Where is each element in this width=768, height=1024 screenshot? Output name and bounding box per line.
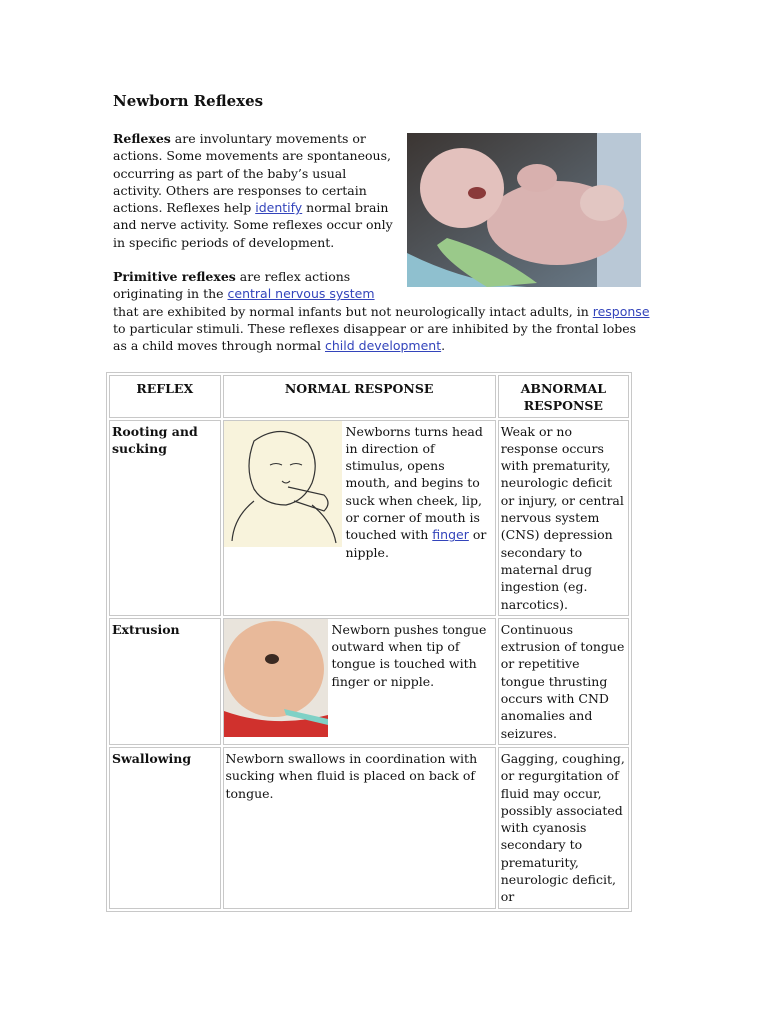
primitive-text-2: that are exhibited by normal infants but not neurologically intact adults, in bbox=[113, 303, 593, 319]
central-nervous-system-link[interactable]: central nervous system bbox=[227, 286, 375, 302]
header-reflex: REFLEX bbox=[109, 375, 221, 418]
reflex-table bbox=[106, 372, 632, 912]
primitive-text-3: to particular stimuli. These reflexes disappear or are inhibited by the frontal lobes as a child moves through normal bbox=[113, 320, 637, 354]
table-row bbox=[109, 747, 629, 909]
primitive-text-4: . bbox=[441, 338, 446, 354]
normal-response-cell bbox=[223, 618, 496, 745]
primitive-text-1: are reflex actions originating in the bbox=[113, 269, 351, 302]
page-title: Newborn Reflexes bbox=[113, 92, 264, 110]
intro-bold-term: Reflexes bbox=[113, 131, 171, 146]
intro-text-1: are involuntary movements or actions. Some movements are spontaneous, occurring as part of the baby’s usual activity. Others are responses to certain actions. Reflexes help bbox=[113, 131, 391, 216]
reflex-name: Extrusion bbox=[109, 618, 221, 745]
primitive-reflexes-paragraph bbox=[113, 268, 653, 354]
intro-text-2: normal brain and nerve activity. Some reflexes occur only in specific periods of development. bbox=[113, 200, 393, 250]
normal-response-cell bbox=[223, 420, 496, 616]
table-header-row bbox=[109, 375, 629, 418]
table-row bbox=[109, 420, 629, 616]
rooting-illustration bbox=[224, 421, 342, 551]
extrusion-photo bbox=[224, 619, 328, 741]
response-link[interactable]: response bbox=[592, 303, 650, 319]
reflex-name: Swallowing bbox=[109, 747, 221, 909]
normal-response-text: Newborn pushes tongue outward when tip of tongue is touched with finger or nipple. bbox=[331, 621, 487, 689]
header-normal-response: NORMAL RESPONSE bbox=[223, 375, 496, 418]
reflex-name: Rooting and sucking bbox=[109, 420, 221, 616]
identify-link[interactable]: identify bbox=[255, 200, 303, 216]
finger-link[interactable]: finger bbox=[432, 527, 469, 543]
child-development-link[interactable]: child development bbox=[325, 338, 442, 354]
newborn-photo bbox=[407, 133, 641, 287]
abnormal-response-cell: Continuous extrusion of tongue or repetitive tongue thrusting occurs with CND anomalies and seizures. bbox=[498, 618, 629, 745]
table-row bbox=[109, 618, 629, 745]
abnormal-response-cell: Gagging, coughing, or regurgitation of fluid may occur, possibly associated with cyanosis secondary to prematurity, neurologic deficit, or bbox=[498, 747, 629, 909]
normal-response-text-end: or nipple. bbox=[345, 527, 487, 560]
primitive-bold-term: Primitive reflexes bbox=[113, 269, 236, 284]
normal-response-cell: Newborn swallows in coordination with sucking when fluid is placed on back of tongue. bbox=[223, 747, 496, 909]
intro-paragraph bbox=[113, 130, 393, 251]
abnormal-response-cell: Weak or no response occurs with prematurity, neurologic deficit or injury, or central nervous system (CNS) depression secondary to maternal drug ingestion (eg. narcotics). bbox=[498, 420, 629, 616]
header-abnormal-response: ABNORMAL RESPONSE bbox=[498, 375, 629, 418]
normal-response-text: Newborns turns head in direction of stimulus, opens mouth, and begins to suck when cheek, lip, or corner of mouth is touched with bbox=[345, 423, 483, 543]
